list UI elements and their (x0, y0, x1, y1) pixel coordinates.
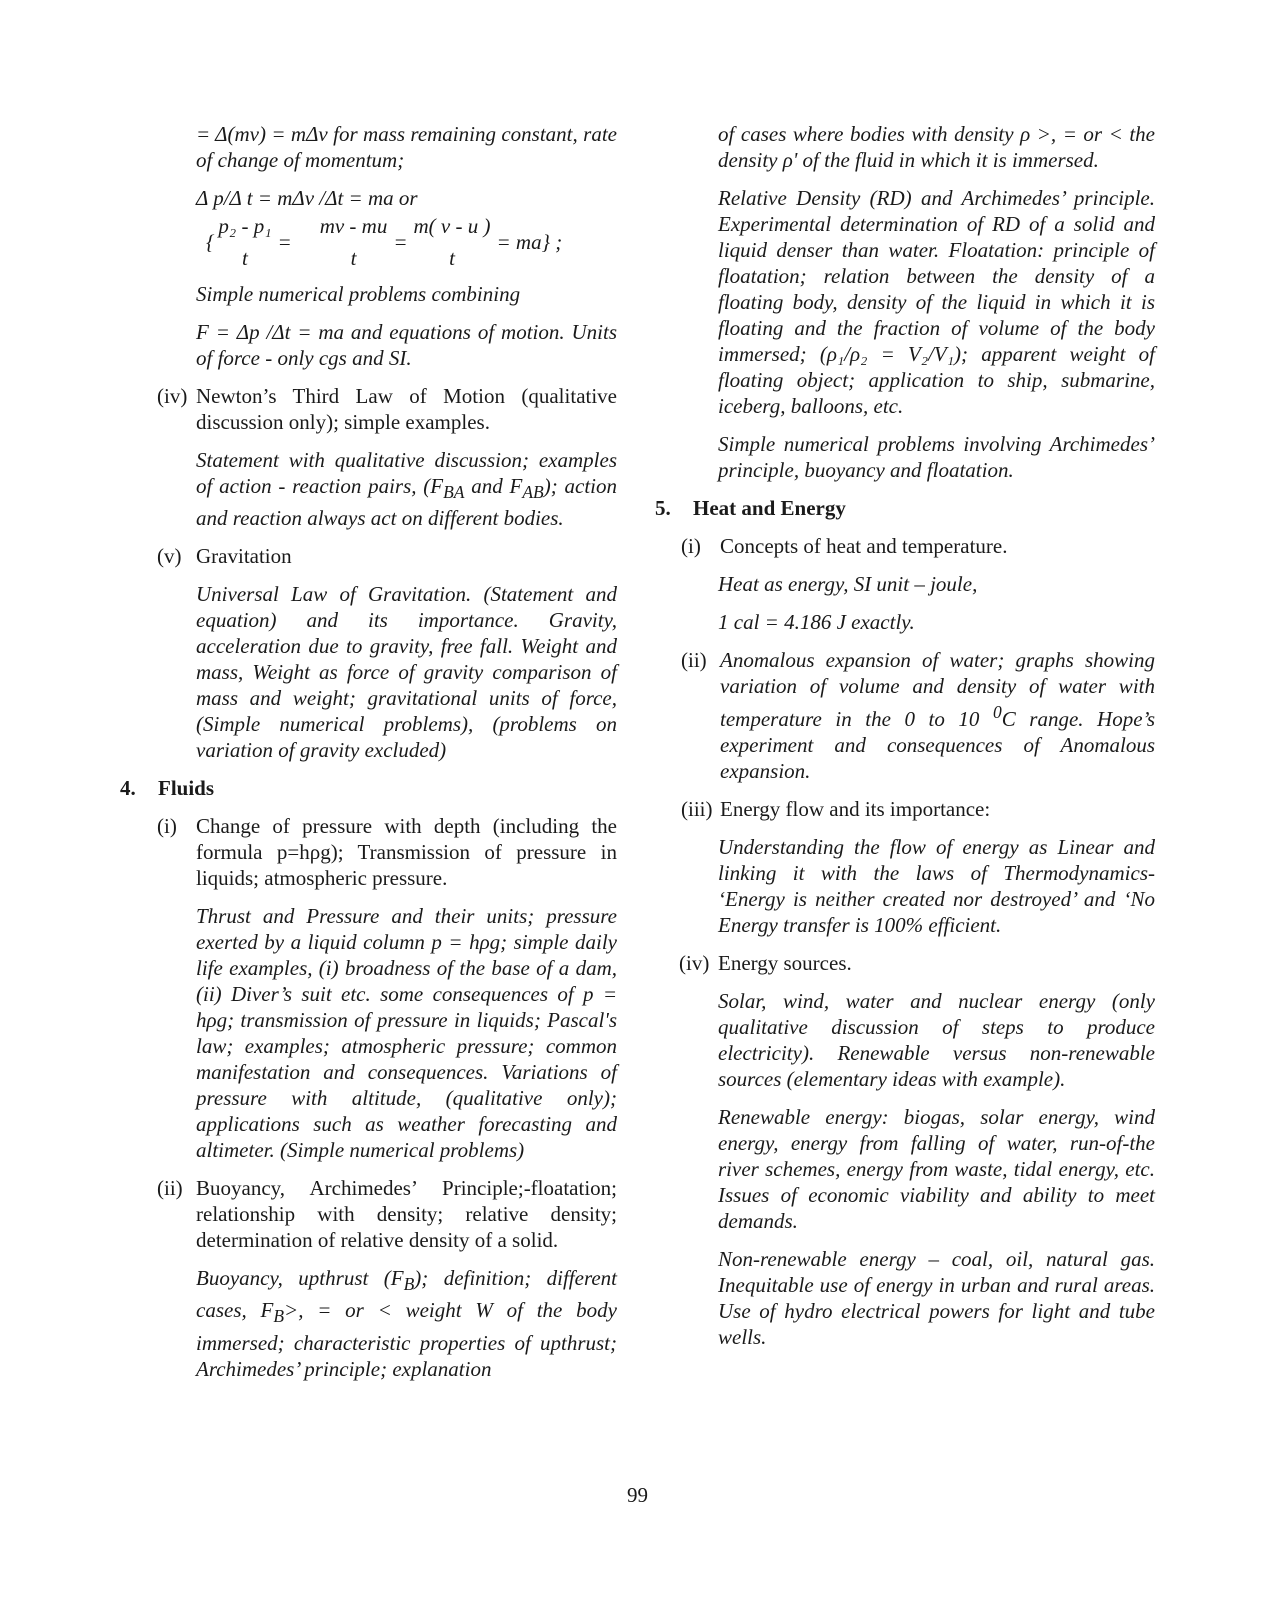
item-text: Anomalous expansion of water; graphs showing variation of volume and density of water with temperature in the 0 to 10 $^0$C range. Hope’s experiment and consequences of Anomalous expansion. (720, 648, 1156, 783)
section-number: 4. (120, 776, 136, 801)
item-text: Newton’s Third Law of Motion (qualitative discussion only); simple examples. (196, 384, 617, 434)
momentum-text: = Δ(mv) = mΔv for mass remaining constant, rate of change of momentum; (196, 122, 617, 172)
item-detail: Buoyancy, upthrust $(F_B)$; definition; different cases, $F_B>$, = or < weight W of the body immersed; characteristic properties of upthrust; Archimedes’ principle; explanation (196, 1266, 617, 1381)
item-text: Buoyancy, Archimedes’ Principle;-floatation; relationship with density; relative density; determination of relative density of a solid. (196, 1176, 617, 1253)
item-number: (ii) (681, 648, 707, 672)
right-column (655, 121, 1155, 1350)
item-text: Concepts of heat and temperature. (720, 534, 1008, 558)
fraction-2-numerator: mv - mu (319, 214, 388, 238)
item-detail: Statement with qualitative discussion; examples of action - reaction pairs, ($F_{BA}$ and $F_{AB}$); action and reaction always act on different bodies. (196, 448, 617, 531)
item-number: (ii) (157, 1176, 183, 1201)
item-detail: Solar, wind, water and nuclear energy (only qualitative discussion of steps to produce electricity). Renewable versus non-renewable sources (elementary ideas with example). (718, 989, 1155, 1091)
numerical-problems-text: Simple numerical problems combining (196, 282, 521, 306)
fraction-2 (320, 215, 388, 269)
item-detail: Universal Law of Gravitation. (Statement and equation) and its importance. Gravity, acceleration due to gravity, free fall. Weight and mass, Weight as force of gravity comparison of mass and weight; gravitational units of force, (Simple numerical problems), (problems on variation of gravity excluded) (196, 582, 617, 763)
equals-sign: = (393, 230, 408, 254)
item-number: (iv) (679, 951, 710, 975)
item-detail: 1 cal = 4.186 J exactly. (718, 610, 915, 634)
fraction-1 (218, 215, 271, 269)
section-title: Fluids (158, 776, 215, 801)
item-text: Energy sources. (718, 951, 852, 975)
item-text: Gravitation (196, 544, 292, 569)
section-heading (120, 775, 617, 801)
list-item (157, 383, 617, 435)
item-number: (v) (157, 544, 182, 569)
list-item (679, 950, 1155, 976)
list-item (681, 647, 1155, 784)
left-column (120, 121, 617, 1382)
continued-text: of cases where bodies with density ρ >, = or < the density ρ' of the fluid in which it is immersed. (718, 122, 1155, 172)
fraction-1-numerator: p₂ - p₁ (218, 214, 272, 238)
item-text: Energy flow and its importance: (720, 797, 991, 821)
list-item (681, 796, 1155, 822)
item-number: (i) (157, 814, 177, 839)
formula-open-brace: { (206, 230, 215, 254)
fraction-3-numerator: m( v - u ) (413, 214, 491, 238)
item-detail: Understanding the flow of energy as Linear and linking it with the laws of Thermodynamics- ‘Energy is neither created nor destroyed’ and ‘No Energy transfer is 100% efficient. (718, 835, 1155, 937)
list-item (157, 543, 617, 569)
item-number: (i) (681, 534, 701, 558)
page-number: 99 (627, 1483, 648, 1507)
numerical-problems-text: Simple numerical problems involving Archimedes’ principle, buoyancy and floatation. (718, 432, 1155, 482)
list-item (157, 813, 617, 891)
fraction-3 (414, 215, 491, 269)
item-detail: Non-renewable energy – coal, oil, natural gas. Inequitable use of energy in urban and rural areas. Use of hydro electrical powers for light and tube wells. (718, 1247, 1155, 1349)
force-equation-text: F = Δp /Δt = ma and equations of motion. Units of force - only cgs and SI. (196, 320, 617, 370)
item-number: (iv) (157, 384, 188, 408)
formula-tail: = ma} ; (496, 230, 563, 254)
item-text: Change of pressure with depth (including the formula p=hρg); Transmission of pressure in liquids; atmospheric pressure. (196, 814, 617, 891)
list-item (681, 533, 1155, 559)
momentum-formula (206, 215, 617, 269)
item-detail: Heat as energy, SI unit – joule, (718, 572, 978, 596)
fraction-3-denominator: t (449, 246, 455, 270)
section-heading (655, 495, 1155, 521)
equals-sign: = (277, 230, 292, 254)
section-number: 5. (655, 496, 671, 520)
list-item (157, 1175, 617, 1253)
relative-density-text: Relative Density (RD) and Archimedes’ principle. Experimental determination of RD of a solid and liquid denser than water. Floatation: principle of floatation; relation between the density of a floating body, density of the liquid in which it is floating and the fraction of volume of the body immersed; (ρ₁/ρ₂ = V₂/V₁); apparent weight of floating object; application to ship, submarine, iceberg, balloons, etc. (718, 186, 1155, 418)
fraction-2-denominator: t (350, 246, 357, 270)
momentum-equation: Δ p/Δ t = mΔv /Δt = ma or (196, 186, 418, 210)
item-detail: Renewable energy: biogas, solar energy, wind energy, energy from falling of water, run-of-the river schemes, energy from waste, tidal energy, etc. Issues of economic viability and ability to meet demands. (718, 1105, 1155, 1233)
item-number: (iii) (681, 797, 713, 821)
fraction-1-denominator: t (242, 246, 248, 270)
item-detail: Thrust and Pressure and their units; pressure exerted by a liquid column p = hρg; simple daily life examples, (i) broadness of the base of a dam, (ii) Diver’s suit etc. some consequences of p = hρg; transmission of pressure in liquids; Pascal's law; examples; atmospheric pressure; common manifestation and consequences. Variations of pressure with altitude, (qualitative only); applications such as weather forecasting and altimeter. (Simple numerical problems) (196, 904, 617, 1163)
section-title: Heat and Energy (693, 496, 846, 520)
